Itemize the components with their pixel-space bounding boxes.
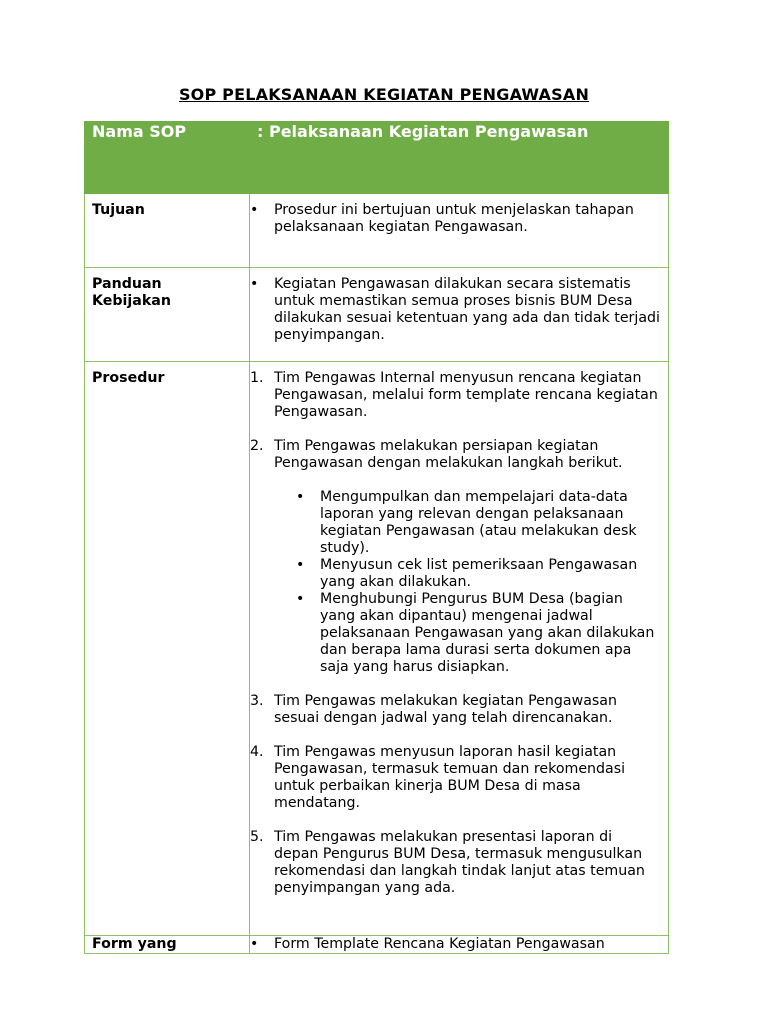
bullet-icon: • xyxy=(250,936,259,952)
step-text: Tim Pengawas menyusun laporan hasil kegiatan Pengawasan, termasuk temuan dan rekomendasi untuk perbaikan kinerja BUM Desa di masa mendatang. xyxy=(274,744,626,811)
step-number: 4. xyxy=(250,744,264,760)
form-text: Form Template Rencana Kegiatan Pengawasan xyxy=(274,936,605,952)
header-value: : Pelaksanaan Kegiatan Pengawasan xyxy=(250,122,669,194)
step-number: 2. xyxy=(250,438,264,454)
panduan-text: Kegiatan Pengawasan dilakukan secara sistematis untuk memastikan semua proses bisnis BUM Desa dilakukan sesuai ketentuan yang ada dan tidak terjadi penyimpangan. xyxy=(274,276,660,343)
prosedur-row xyxy=(85,362,669,936)
procedure-step xyxy=(250,829,660,897)
bullet-icon: • xyxy=(296,557,305,573)
header-row xyxy=(85,122,669,194)
tujuan-row xyxy=(85,194,669,268)
step-text: Tim Pengawas melakukan kegiatan Pengawasan sesuai dengan jadwal yang telah direncanakan. xyxy=(274,693,617,726)
procedure-step xyxy=(250,370,660,421)
form-row xyxy=(85,936,669,954)
sop-table xyxy=(84,121,669,954)
prosedur-label: Prosedur xyxy=(85,362,250,936)
step-text: Tim Pengawas Internal menyusun rencana kegiatan Pengawasan, melalui form template rencana kegiatan Pengawasan. xyxy=(274,370,658,420)
form-item xyxy=(250,936,660,953)
bullet-icon: • xyxy=(296,591,305,607)
tujuan-text: Prosedur ini bertujuan untuk menjelaskan tahapan pelaksanaan kegiatan Pengawasan. xyxy=(274,202,634,235)
panduan-item xyxy=(250,276,660,344)
step-number: 3. xyxy=(250,693,264,709)
procedure-step xyxy=(250,438,660,676)
bullet-icon: • xyxy=(250,202,259,218)
panduan-row xyxy=(85,268,669,362)
form-label: Form yang xyxy=(85,936,250,954)
page-title: SOP PELAKSANAAN KEGIATAN PENGAWASAN xyxy=(178,85,590,104)
step-text: Tim Pengawas melakukan persiapan kegiatan Pengawasan dengan melakukan langkah berikut. xyxy=(274,438,623,471)
substep-text: Mengumpulkan dan mempelajari data-data laporan yang relevan dengan pelaksanaan kegiatan Pengawasan (atau melakukan desk study). xyxy=(320,489,637,556)
header-label: Nama SOP xyxy=(85,122,250,194)
step-number: 5. xyxy=(250,829,264,845)
procedure-step xyxy=(250,744,660,812)
tujuan-label: Tujuan xyxy=(85,194,250,268)
substep-text: Menyusun cek list pemeriksaan Pengawasan yang akan dilakukan. xyxy=(320,557,638,590)
bullet-icon: • xyxy=(250,276,259,292)
step-number: 1. xyxy=(250,370,264,386)
substep-item xyxy=(296,489,660,557)
panduan-label: Panduan Kebijakan xyxy=(85,268,250,362)
step-text: Tim Pengawas melakukan presentasi laporan di depan Pengurus BUM Desa, termasuk mengusulkan rekomendasi dan langkah tindak lanjut atas temuan penyimpangan yang ada. xyxy=(274,829,645,896)
procedure-step xyxy=(250,693,660,727)
substep-item xyxy=(296,591,660,676)
substep-item xyxy=(296,557,660,591)
bullet-icon: • xyxy=(296,489,305,505)
substep-text: Menghubungi Pengurus BUM Desa (bagian yang akan dipantau) mengenai jadwal pelaksanaan Pengawasan yang akan dilakukan dan berapa lama durasi serta dokumen apa saja yang harus disiapkan. xyxy=(320,591,655,675)
tujuan-item xyxy=(250,202,660,236)
substep-list xyxy=(296,489,660,676)
